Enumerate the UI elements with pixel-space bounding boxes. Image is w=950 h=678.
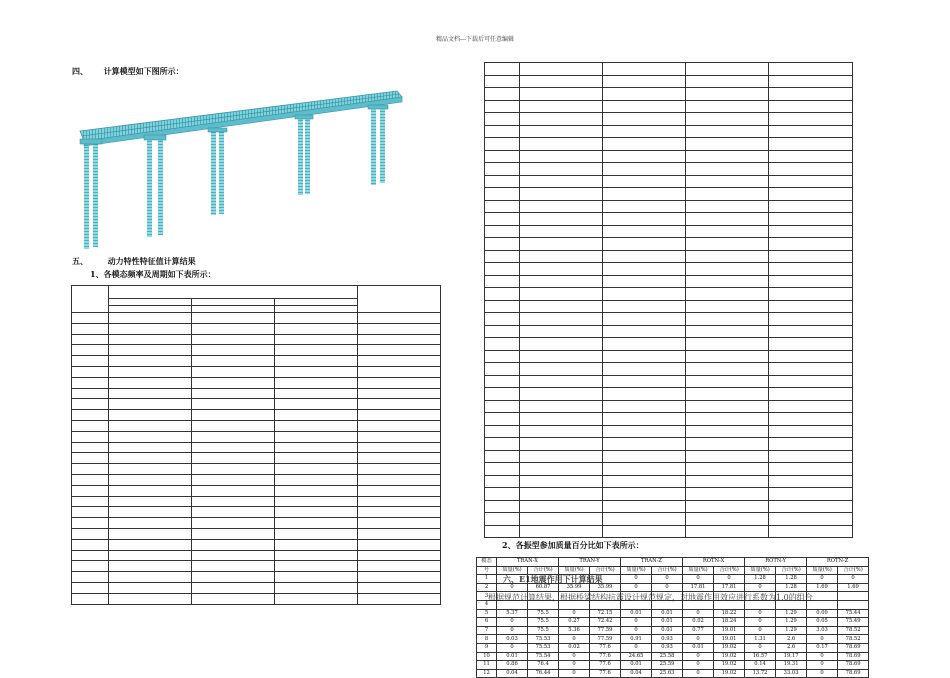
table-cell: 0 xyxy=(497,643,528,652)
table-cell: 0.04 xyxy=(621,669,652,678)
table-cell: 77.6 xyxy=(590,661,621,670)
row-header-number: 号 xyxy=(477,566,497,575)
table-cell: 1.31 xyxy=(745,635,776,644)
mode-number-cell: 5 xyxy=(477,609,497,618)
table-cell: 77.6 xyxy=(590,652,621,661)
group-header-rotn-x: ROTN-X xyxy=(683,558,745,567)
mode-number-cell: 12 xyxy=(477,669,497,678)
table-row xyxy=(477,669,869,678)
subheader-mass: 质量(%) xyxy=(807,566,838,575)
frequency-period-table xyxy=(71,285,441,605)
table-cell: 76.4 xyxy=(528,661,559,670)
table-cell: 0.09 xyxy=(807,609,838,618)
table-cell: 0.04 xyxy=(497,669,528,678)
table-row xyxy=(485,225,853,238)
section-4-title: 计算模型如下图所示： xyxy=(103,66,184,76)
table-row xyxy=(485,263,853,276)
table-row xyxy=(72,420,441,431)
table-cell: 0 xyxy=(497,618,528,627)
table-cell: 19.02 xyxy=(714,661,745,670)
subheader-mass: 质量(%) xyxy=(683,566,714,575)
table-cell: 25.59 xyxy=(652,661,683,670)
subheader-mass: 质量(%) xyxy=(621,566,652,575)
table-row xyxy=(72,442,441,453)
table-cell: 19.01 xyxy=(714,626,745,635)
table-cell: 2.6 xyxy=(776,635,807,644)
table-row xyxy=(477,661,869,670)
table-cell: 0.02 xyxy=(683,618,714,627)
table-cell: 0 xyxy=(652,583,683,592)
table-cell: 5.37 xyxy=(497,609,528,618)
group-header-tran-y: TRAN-Y xyxy=(559,558,621,567)
table-row xyxy=(72,561,441,572)
table-cell: 0.91 xyxy=(621,635,652,644)
table-cell: 78.69 xyxy=(838,661,869,670)
table-row xyxy=(72,518,441,529)
table-cell: 0 xyxy=(807,661,838,670)
subheader-mass: 质量(%) xyxy=(559,566,590,575)
table-row xyxy=(485,525,853,538)
group-header-rotn-z: ROTN-Z xyxy=(807,558,869,567)
table-row xyxy=(72,464,441,475)
table-row xyxy=(485,275,853,288)
section-5-title: 动力特性特征值计算结果 xyxy=(107,256,196,266)
table-cell: 1.29 xyxy=(776,618,807,627)
row-header-mode: 模态 xyxy=(477,558,497,567)
table-cell: 78.52 xyxy=(838,626,869,635)
page-header: 精品文档---下载后可任意编辑 xyxy=(435,36,515,43)
table-cell: 0.03 xyxy=(497,635,528,644)
table-cell: 2.6 xyxy=(776,643,807,652)
table-row xyxy=(485,475,853,488)
table-cell: 35.99 xyxy=(590,583,621,592)
table-cell: 0 xyxy=(745,583,776,592)
mode-number-cell: 6 xyxy=(477,618,497,627)
table-row xyxy=(72,485,441,496)
table-cell: 0 xyxy=(621,575,652,584)
table-row xyxy=(485,188,853,201)
table-cell: 18.22 xyxy=(714,609,745,618)
table-cell: 1.28 xyxy=(745,575,776,584)
table-cell: 25.63 xyxy=(652,669,683,678)
table-cell: 75.53 xyxy=(528,635,559,644)
table-cell: 77.6 xyxy=(590,643,621,652)
table-cell: 0 xyxy=(683,669,714,678)
table-cell: 0 xyxy=(683,609,714,618)
table-row xyxy=(477,652,869,661)
table-cell: 0 xyxy=(559,669,590,678)
table-row xyxy=(485,513,853,526)
mode-number-cell: 9 xyxy=(477,643,497,652)
table-cell: 0 xyxy=(838,575,869,584)
mode-number-cell: 11 xyxy=(477,661,497,670)
mass-table-body xyxy=(477,575,869,678)
subheader-total: 合计(%) xyxy=(776,566,807,575)
table-row xyxy=(485,200,853,213)
table-row xyxy=(72,377,441,388)
table-cell: 75.5 xyxy=(528,626,559,635)
table-row xyxy=(485,88,853,101)
table-cell: 1.28 xyxy=(776,583,807,592)
table-row xyxy=(72,550,441,561)
table-row xyxy=(485,288,853,301)
table-cell: 0.01 xyxy=(621,661,652,670)
table-row xyxy=(485,363,853,376)
table-row xyxy=(485,400,853,413)
mode-number-cell: 10 xyxy=(477,652,497,661)
table-row xyxy=(72,539,441,550)
table-cell: 0.17 xyxy=(807,643,838,652)
table-cell: 3.03 xyxy=(807,626,838,635)
table-cell: 0 xyxy=(683,661,714,670)
table-cell: 0.27 xyxy=(559,618,590,627)
table-row xyxy=(485,500,853,513)
table-cell: 18.24 xyxy=(714,618,745,627)
table-cell: 78.69 xyxy=(838,643,869,652)
table-cell: 72.15 xyxy=(590,609,621,618)
table-row xyxy=(485,113,853,126)
section-4-number: 四、 xyxy=(72,66,88,76)
table-cell: 75.5 xyxy=(528,609,559,618)
table-row xyxy=(72,323,441,334)
table-cell: 75.44 xyxy=(838,609,869,618)
table-row xyxy=(485,250,853,263)
table-row xyxy=(72,593,441,604)
table-row xyxy=(485,300,853,313)
table-row xyxy=(72,582,441,593)
table-cell xyxy=(838,592,869,601)
table-row xyxy=(72,474,441,485)
table-row xyxy=(485,463,853,476)
mode-number-cell: 1 xyxy=(477,575,497,584)
subheader-total: 合计(%) xyxy=(838,566,869,575)
subheader-total: 合计(%) xyxy=(714,566,745,575)
table-cell: 75.49 xyxy=(838,618,869,627)
bridge-deck xyxy=(80,91,402,146)
subheader-total: 合计(%) xyxy=(590,566,621,575)
table-cell: 60.87 xyxy=(528,583,559,592)
table-cell: 78.52 xyxy=(838,635,869,644)
table-cell xyxy=(838,600,869,609)
table-row xyxy=(72,366,441,377)
table-row xyxy=(485,163,853,176)
table-cell: 0 xyxy=(621,626,652,635)
table-cell: 0.01 xyxy=(652,626,683,635)
table-cell: 25.58 xyxy=(652,652,683,661)
mode-number-cell: 3 xyxy=(477,592,497,601)
table-cell: 0 xyxy=(621,618,652,627)
table-row xyxy=(72,496,441,507)
table-row xyxy=(72,453,441,464)
table-row xyxy=(485,150,853,163)
table-cell: 5.36 xyxy=(559,626,590,635)
table-row xyxy=(485,238,853,251)
table-cell: 24.65 xyxy=(621,652,652,661)
table-cell: 33.03 xyxy=(776,669,807,678)
table-cell: 0 xyxy=(683,652,714,661)
table-row xyxy=(485,125,853,138)
table-row xyxy=(485,63,853,76)
table-row xyxy=(485,375,853,388)
table-row xyxy=(485,413,853,426)
table-cell: 19.02 xyxy=(714,652,745,661)
table-row xyxy=(485,138,853,151)
table-row xyxy=(72,572,441,583)
table-cell: 75.54 xyxy=(528,652,559,661)
table-cell: 0.93 xyxy=(652,635,683,644)
mode-number-cell: 4 xyxy=(477,600,497,609)
table-cell: 19.31 xyxy=(776,661,807,670)
table-cell: 0 xyxy=(683,575,714,584)
table-cell: 19.17 xyxy=(776,652,807,661)
table-cell: 77.59 xyxy=(590,635,621,644)
table-cell: 0 xyxy=(621,643,652,652)
subsection-2-heading: 2、各振型参加质量百分比如下表所示： xyxy=(502,540,644,550)
table-cell: 0 xyxy=(745,626,776,635)
table-cell: 0 xyxy=(807,575,838,584)
mode-number-cell: 2 xyxy=(477,583,497,592)
table-row xyxy=(72,334,441,345)
table-cell: 0 xyxy=(807,635,838,644)
group-header-tran-x: TRAN-X xyxy=(497,558,559,567)
table-row xyxy=(485,75,853,88)
group-header-tran-z: TRAN-Z xyxy=(621,558,683,567)
table-row xyxy=(72,313,441,324)
table-cell: 0.01 xyxy=(621,609,652,618)
table-row xyxy=(485,425,853,438)
table-cell: 0.77 xyxy=(683,626,714,635)
table-row xyxy=(72,356,441,367)
table-cell: 0.01 xyxy=(497,652,528,661)
table-cell: 72.42 xyxy=(590,618,621,627)
table-row xyxy=(485,338,853,351)
table-cell: 78.69 xyxy=(838,652,869,661)
table-cell: 0.14 xyxy=(745,661,776,670)
table-row xyxy=(477,609,869,618)
table-cell: 0.01 xyxy=(683,643,714,652)
section-5-number: 五、 xyxy=(72,256,88,266)
table-cell: 0.86 xyxy=(497,661,528,670)
subheader-total: 合计(%) xyxy=(528,566,559,575)
table-row xyxy=(485,450,853,463)
subsection-1-heading: 1、各模态频率及周期如下表所示： xyxy=(90,269,216,279)
frequency-period-table-continued xyxy=(484,62,853,538)
table-row xyxy=(485,488,853,501)
table-cell: 16.57 xyxy=(745,652,776,661)
table-row xyxy=(485,313,853,326)
table-cell: 76.44 xyxy=(528,669,559,678)
table-row xyxy=(477,635,869,644)
table-row xyxy=(477,618,869,627)
table-cell: 0.01 xyxy=(652,609,683,618)
section-6-heading-overlay: 六、E1地震作用下计算结果 xyxy=(503,574,603,584)
table-cell: 0 xyxy=(745,609,776,618)
bridge-model-figure xyxy=(74,85,414,250)
table-row xyxy=(485,100,853,113)
table-cell: 0.01 xyxy=(652,618,683,627)
table-row xyxy=(485,213,853,226)
table-cell: 0 xyxy=(652,575,683,584)
subheader-mass: 质量(%) xyxy=(497,566,528,575)
table-cell: 0 xyxy=(497,626,528,635)
table-cell: 1.28 xyxy=(776,575,807,584)
table-row xyxy=(477,626,869,635)
table-row xyxy=(477,643,869,652)
table-cell: 0 xyxy=(745,643,776,652)
table-cell: 0 xyxy=(559,609,590,618)
table-cell: 17.81 xyxy=(683,583,714,592)
table-row xyxy=(485,350,853,363)
table-cell: 0.05 xyxy=(807,618,838,627)
subheader-total: 合计(%) xyxy=(652,566,683,575)
table-cell: 0 xyxy=(807,652,838,661)
mass-table-group-header-row xyxy=(477,558,869,567)
table-cell: 17.81 xyxy=(714,583,745,592)
table-cell: 77.59 xyxy=(590,626,621,635)
table-cell: 1.69 xyxy=(807,583,838,592)
table-row xyxy=(72,345,441,356)
table-row xyxy=(72,431,441,442)
table-cell: 13.72 xyxy=(745,669,776,678)
table-row xyxy=(72,528,441,539)
table-cell: 0 xyxy=(559,661,590,670)
table-cell: 1.69 xyxy=(838,583,869,592)
subheader-mass: 质量(%) xyxy=(745,566,776,575)
table-cell: 0 xyxy=(745,618,776,627)
table-cell: 1.29 xyxy=(776,626,807,635)
table-row xyxy=(485,325,853,338)
section-5-heading xyxy=(72,256,196,267)
group-header-rotn-y: ROTN-Y xyxy=(745,558,807,567)
table-row xyxy=(72,507,441,518)
table-cell: 19.01 xyxy=(714,635,745,644)
table-cell: 0 xyxy=(559,652,590,661)
table-cell: 1.29 xyxy=(776,609,807,618)
table-row xyxy=(485,175,853,188)
table-row xyxy=(485,438,853,451)
table-row xyxy=(72,286,441,299)
mode-number-cell: 8 xyxy=(477,635,497,644)
table-cell: 0 xyxy=(621,583,652,592)
table-row xyxy=(72,399,441,410)
table-cell: 19.02 xyxy=(714,669,745,678)
table-cell: 0 xyxy=(497,583,528,592)
table-cell: 0 xyxy=(714,575,745,584)
table-row xyxy=(72,388,441,399)
table-cell: 19.02 xyxy=(714,643,745,652)
table-cell: 78.69 xyxy=(838,669,869,678)
section-4-heading xyxy=(72,66,184,77)
table-cell: 77.6 xyxy=(590,669,621,678)
table-cell: 0.93 xyxy=(652,643,683,652)
table-cell: 0.02 xyxy=(559,643,590,652)
section-6-body-overlay: 根据规范计算结果，根据桥梁结构抗震设计规范规定，对地震作用效应进行系数为1.0的组合 xyxy=(488,593,813,602)
table-cell: 0 xyxy=(683,635,714,644)
table-row xyxy=(72,410,441,421)
table-cell: 0 xyxy=(559,635,590,644)
table-cell: 0 xyxy=(807,669,838,678)
table-cell: 35.99 xyxy=(559,583,590,592)
table-cell: 75.53 xyxy=(528,643,559,652)
table-row xyxy=(485,388,853,401)
table-cell: 75.5 xyxy=(528,618,559,627)
mode-number-cell: 7 xyxy=(477,626,497,635)
